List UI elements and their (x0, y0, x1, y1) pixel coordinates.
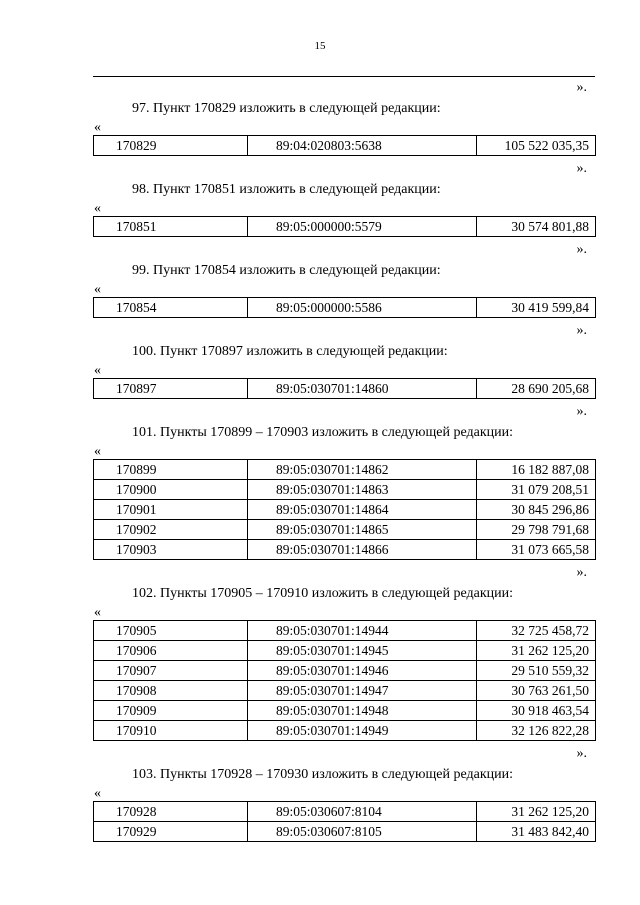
cadastral-number-cell: 89:05:030701:14866 (248, 540, 477, 560)
cadastral-value-cell: 32 725 458,72 (477, 621, 596, 641)
table-row (94, 621, 596, 641)
cadastral-value-cell: 30 574 801,88 (477, 217, 596, 237)
opening-quote: « (94, 786, 101, 801)
table-row (94, 540, 596, 560)
closing-quote: ». (576, 746, 587, 761)
cadastral-number-cell: 89:05:000000:5579 (248, 217, 477, 237)
table-row (94, 298, 596, 318)
table-row (94, 641, 596, 661)
table-row (94, 681, 596, 701)
cadastral-value-cell: 30 419 599,84 (477, 298, 596, 318)
table-row (94, 480, 596, 500)
cadastral-value-cell: 29 798 791,68 (477, 520, 596, 540)
closing-quote: ». (576, 161, 587, 176)
section-heading: 99. Пункт 170854 изложить в следующей редакции: (132, 263, 441, 278)
section-heading: 100. Пункт 170897 изложить в следующей редакции: (132, 344, 448, 359)
cadastral-value-cell: 16 182 887,08 (477, 460, 596, 480)
cadastral-number-cell: 89:05:030701:14949 (248, 721, 477, 741)
item-number-cell: 170905 (94, 621, 248, 641)
amendment-table (93, 297, 596, 318)
amendment-table (93, 620, 596, 741)
closing-quote: ». (576, 80, 587, 95)
cadastral-number-cell: 89:05:030607:8105 (248, 822, 477, 842)
cadastral-value-cell: 31 073 665,58 (477, 540, 596, 560)
cadastral-number-cell: 89:05:000000:5586 (248, 298, 477, 318)
cadastral-number-cell: 89:05:030701:14944 (248, 621, 477, 641)
cadastral-value-cell: 29 510 559,32 (477, 661, 596, 681)
item-number-cell: 170928 (94, 802, 248, 822)
item-number-cell: 170906 (94, 641, 248, 661)
document-body (93, 79, 596, 842)
cadastral-value-cell: 31 483 842,40 (477, 822, 596, 842)
item-number-cell: 170897 (94, 379, 248, 399)
amendment-table (93, 378, 596, 399)
table-row (94, 661, 596, 681)
item-number-cell: 170851 (94, 217, 248, 237)
table-row (94, 721, 596, 741)
cadastral-number-cell: 89:05:030701:14946 (248, 661, 477, 681)
cadastral-number-cell: 89:05:030701:14860 (248, 379, 477, 399)
item-number-cell: 170903 (94, 540, 248, 560)
section-heading: 102. Пункты 170905 – 170910 изложить в следующей редакции: (132, 586, 514, 601)
item-number-cell: 170902 (94, 520, 248, 540)
cadastral-number-cell: 89:05:030607:8104 (248, 802, 477, 822)
table-row (94, 802, 596, 822)
opening-quote: « (94, 282, 101, 297)
amendment-table (93, 801, 596, 842)
closing-quote: ». (576, 404, 587, 419)
item-number-cell: 170908 (94, 681, 248, 701)
item-number-cell: 170910 (94, 721, 248, 741)
item-number-cell: 170909 (94, 701, 248, 721)
cadastral-value-cell: 30 918 463,54 (477, 701, 596, 721)
cadastral-number-cell: 89:05:030701:14864 (248, 500, 477, 520)
top-rule (93, 76, 595, 77)
cadastral-number-cell: 89:05:030701:14865 (248, 520, 477, 540)
item-number-cell: 170929 (94, 822, 248, 842)
opening-quote: « (94, 201, 101, 216)
cadastral-number-cell: 89:05:030701:14948 (248, 701, 477, 721)
amendment-table (93, 459, 596, 560)
amendment-table (93, 135, 596, 156)
cadastral-value-cell: 31 262 125,20 (477, 641, 596, 661)
opening-quote: « (94, 605, 101, 620)
item-number-cell: 170899 (94, 460, 248, 480)
cadastral-value-cell: 105 522 035,35 (477, 136, 596, 156)
table-row (94, 701, 596, 721)
cadastral-number-cell: 89:05:030701:14863 (248, 480, 477, 500)
cadastral-value-cell: 30 763 261,50 (477, 681, 596, 701)
table-row (94, 500, 596, 520)
cadastral-number-cell: 89:05:030701:14862 (248, 460, 477, 480)
closing-quote: ». (576, 242, 587, 257)
cadastral-number-cell: 89:04:020803:5638 (248, 136, 477, 156)
item-number-cell: 170854 (94, 298, 248, 318)
table-row (94, 822, 596, 842)
table-row (94, 136, 596, 156)
cadastral-value-cell: 32 126 822,28 (477, 721, 596, 741)
section-heading: 103. Пункты 170928 – 170930 изложить в следующей редакции: (132, 767, 514, 782)
cadastral-value-cell: 28 690 205,68 (477, 379, 596, 399)
opening-quote: « (94, 363, 101, 378)
item-number-cell: 170829 (94, 136, 248, 156)
section-heading: 98. Пункт 170851 изложить в следующей редакции: (132, 182, 441, 197)
table-row (94, 217, 596, 237)
table-row (94, 520, 596, 540)
opening-quote: « (94, 444, 101, 459)
item-number-cell: 170901 (94, 500, 248, 520)
opening-quote: « (94, 120, 101, 135)
amendment-table (93, 216, 596, 237)
table-row (94, 460, 596, 480)
cadastral-value-cell: 31 262 125,20 (477, 802, 596, 822)
table-row (94, 379, 596, 399)
section-heading: 97. Пункт 170829 изложить в следующей редакции: (132, 101, 441, 116)
page-number: 15 (314, 40, 326, 52)
item-number-cell: 170900 (94, 480, 248, 500)
section-heading: 101. Пункты 170899 – 170903 изложить в следующей редакции: (132, 425, 514, 440)
cadastral-number-cell: 89:05:030701:14947 (248, 681, 477, 701)
item-number-cell: 170907 (94, 661, 248, 681)
cadastral-value-cell: 31 079 208,51 (477, 480, 596, 500)
closing-quote: ». (576, 323, 587, 338)
closing-quote: ». (576, 565, 587, 580)
cadastral-value-cell: 30 845 296,86 (477, 500, 596, 520)
cadastral-number-cell: 89:05:030701:14945 (248, 641, 477, 661)
